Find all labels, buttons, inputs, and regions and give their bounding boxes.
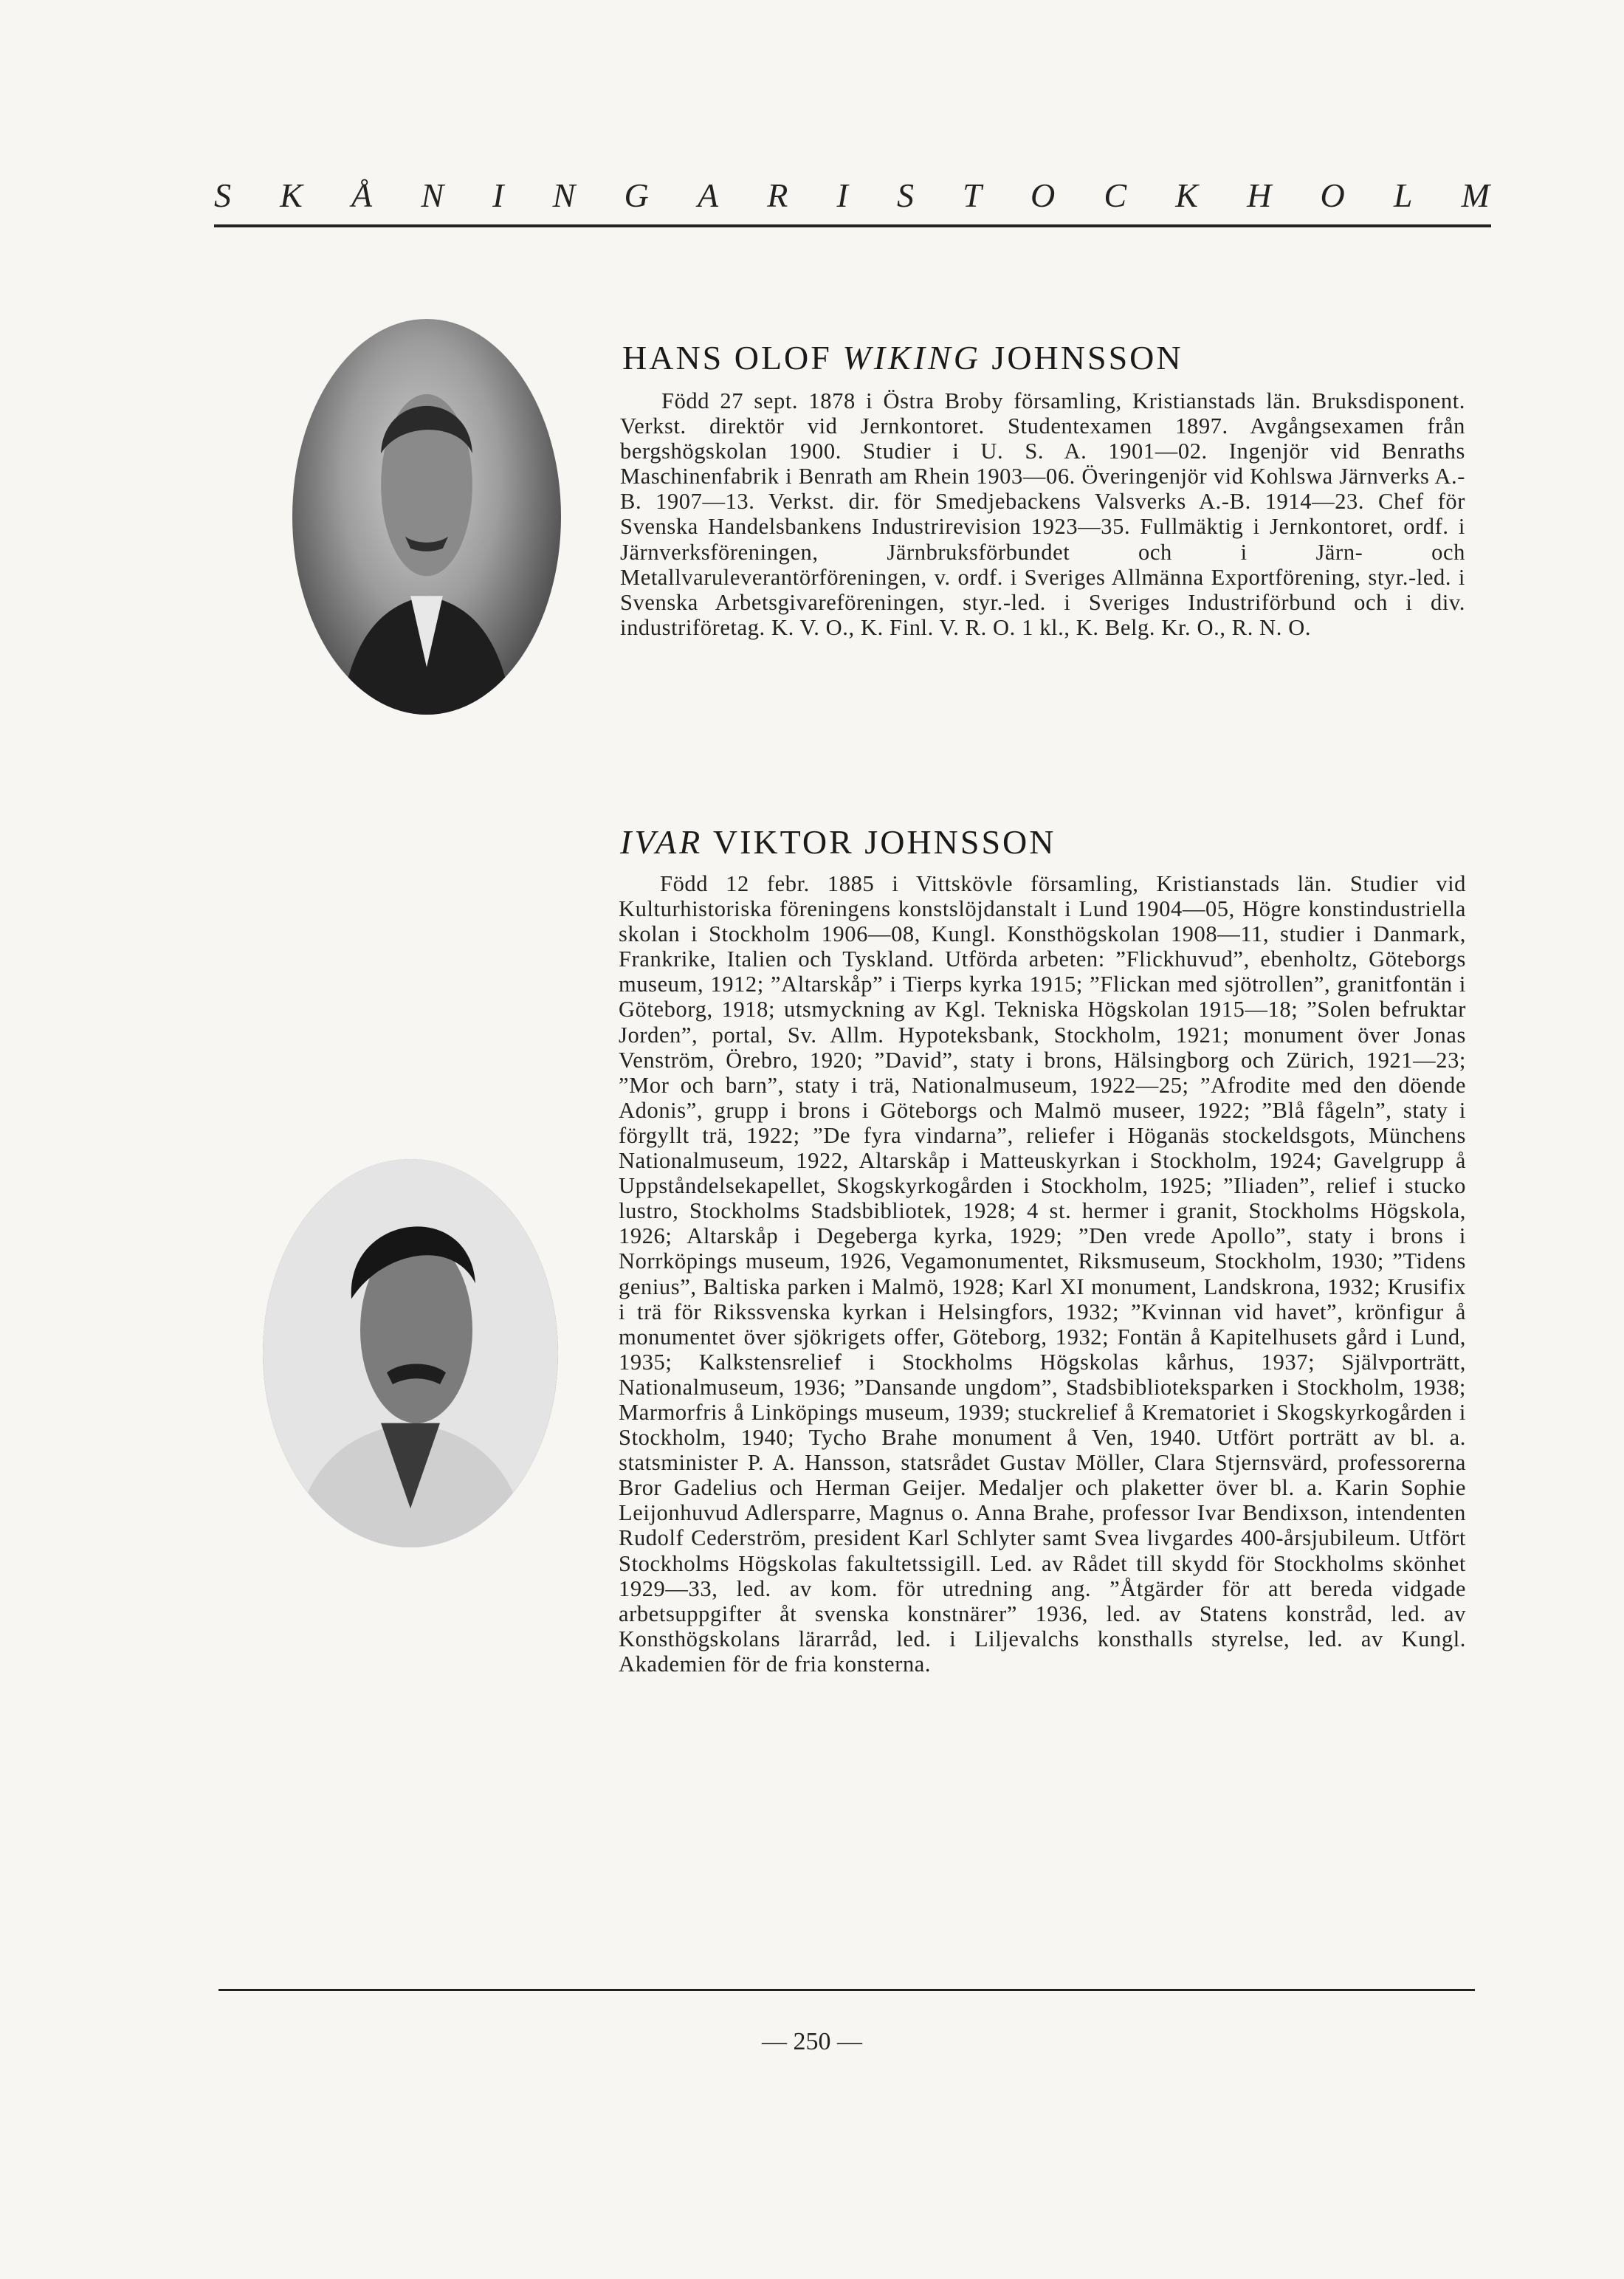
entry-name-last: JOHNSSON bbox=[980, 339, 1183, 377]
running-head-letter: G bbox=[624, 176, 650, 214]
portrait-silhouette-icon bbox=[263, 1159, 558, 1547]
running-head-letter: M bbox=[1461, 176, 1491, 214]
running-head-letter: L bbox=[1393, 176, 1414, 214]
running-head-letter: O bbox=[1030, 176, 1057, 214]
running-head-letter: T bbox=[963, 176, 983, 214]
portrait-photo-ivar-viktor-johnsson bbox=[263, 1159, 558, 1547]
running-head-letter: I bbox=[836, 176, 850, 214]
running-head-letter: A bbox=[697, 176, 720, 214]
running-head-letter: I bbox=[492, 176, 506, 214]
entry-name-called: IVAR bbox=[620, 823, 703, 861]
entry-name-first: HANS OLOF bbox=[622, 339, 843, 377]
running-head-letter: S bbox=[897, 176, 915, 214]
running-head-letter: K bbox=[280, 176, 304, 214]
portrait-silhouette-icon bbox=[292, 319, 561, 715]
running-head-letter: C bbox=[1104, 176, 1129, 214]
entry-biography: Född 27 sept. 1878 i Östra Broby församling, Kristianstads län. Bruksdisponent. Verkst. direktör vid Jernkontoret. Studentexamen 1897. Avgångsexamen från bergshögskolan 1900. Studier i U. S. A. 1901—02. Ingenjör vid Benraths Maschinenfabrik i Benrath am Rhein 1903—06. Överingenjör vid Kohlswa Järnverks A.-B. 1907—13. Verkst. dir. för Smedjebackens Valsverks A.-B. 1914—23. Chef för Svenska Handelsbankens Industrirevision 1923—35. Fullmäktig i Jernkontoret, ordf. i Järnverksföreningen, Järnbruksförbundet och i Järn- och Metallvaruleverantörföreningen, v. ordf. i Sveriges Allmänna Exportförening, styr.-led. i Svenska Arbetsgivareföreningen, styr.-led. i Sveriges Industriförbund och i div. industriföretag. K. V. O., K. Finl. V. R. O. 1 kl., K. Belg. Kr. O., R. N. O. bbox=[620, 388, 1465, 640]
page-number: — 250 — bbox=[762, 2028, 862, 2055]
entry-biography: Född 12 febr. 1885 i Vittskövle församling, Kristianstads län. Studier vid Kulturhistoriska föreningens konstslöjdanstalt i Lund 1904—05, Högre konstindustriella skolan i Stockholm 1906—08, Kungl. Konsthögskolan 1908—11, studier i Danmark, Frankrike, Italien och Tyskland. Utförda arbeten: ”Flickhuvud”, ebenholtz, Göteborgs museum, 1912; ”Altarskåp” i Tierps kyrka 1915; ”Flickan med sjötrollen”, granitfontän i Göteborg, 1918; utsmyckning av Kgl. Tekniska Högskolan 1915—18; ”Solen befruktar Jorden”, portal, Sv. Allm. Hypoteksbank, Stockholm, 1921; monument över Jonas Venström, Örebro, 1920; ”David”, staty i brons, Hälsingborg och Zürich, 1921—23; ”Mor och barn”, staty i trä, Nationalmuseum, 1922—25; ”Afrodite med den döende Adonis”, grupp i brons i Göteborgs och Malmö museer, 1922; ”Blå fågeln”, staty i förgyllt trä, 1922; ”De fyra vindarna”, reliefer i Höganäs stockeldsgots, Münchens Nationalmuseum, 1922, Altarskåp i Matteuskyrkan i Stockholm, 1924; Gavelgrupp å Uppståndelsekapellet, Skogskyrkogården i Stockholm, 1925; ”Iliaden”, relief i stucko lustro, Stockholms Stadsbibliotek, 1928; 4 st. hermer i granit, Stockholms Högskola, 1926; Altarskåp i Degeberga kyrka, 1929; ”Den vrede Apollo”, staty i brons i Norrköpings museum, 1926, Vegamonumentet, Riksmuseum, Stockholm, 1930; ”Tidens genius”, Baltiska parken i Malmö, 1928; Karl XI monument, Landskrona, 1932; Krusifix i trä för Rikssvenska kyrkan i Helsingfors, 1932; ”Kvinnan vid havet”, krönfigur å monumentet över sjökrigets offer, Göteborg, 1932; Fontän å Kapitelhusets gård i Lund, 1935; Kalkstensrelief i Stockholms Högskolas kårhus, 1937; Självporträtt, Nationalmuseum, 1936; ”Dansande ungdom”, Stadsbiblioteksparken i Stockholm, 1938; Marmorfris å Linköpings museum, 1939; stuckrelief å Krematoriet i Skogskyrkogården i Stockholm, 1940; Tycho Brahe monument å Ven, 1940. Utfört porträtt av bl. a. statsminister P. A. Hansson, statsrådet Gustav Möller, Clara Stjernsvärd, professorerna Bror Gadelius och Herman Geijer. Medaljer och plaketter över bl. a. Karin Sophie Leijonhuvud Adlersparre, Magnus o. Anna Brahe, professor Ivar Bendixson, intendenten Rudolf Cederström, president Karl Schlyter samt Svea livgardes 400-årsjubileum. Utfört Stockholms Högskolas fakultetssigill. Led. av Rådet till skydd för Stockholms skönhet 1929—33, led. av kom. för utredning ang. ”Åtgärder för att bereda vidgade arbetsuppgifter åt svenska konstnärer” 1936, led. av Statens konstråd, led. av Konsthögskolans lärarråd, led. i Liljevalchs konsthalls styrelse, led. av Kungl. Akademien för de fria konsterna. bbox=[619, 871, 1466, 1677]
running-head bbox=[214, 176, 1491, 215]
footer-rule bbox=[219, 1989, 1475, 1991]
running-head-letter: H bbox=[1247, 176, 1273, 214]
running-head-letter: K bbox=[1175, 176, 1200, 214]
running-head-letter: S bbox=[214, 176, 233, 214]
entry-name-heading bbox=[620, 822, 1056, 862]
portrait-photo-hans-olof-wiking-johnsson bbox=[292, 319, 561, 715]
running-head-letter: R bbox=[767, 176, 790, 214]
running-head-letter: Å bbox=[351, 176, 374, 214]
entry-name-last: VIKTOR JOHNSSON bbox=[703, 823, 1056, 861]
running-head-letter: O bbox=[1320, 176, 1346, 214]
running-head-letter: N bbox=[552, 176, 577, 214]
entry-name-heading bbox=[622, 338, 1183, 377]
running-head-letter: N bbox=[421, 176, 445, 214]
header-rule bbox=[214, 224, 1491, 227]
entry-name-called: WIKING bbox=[842, 339, 981, 377]
